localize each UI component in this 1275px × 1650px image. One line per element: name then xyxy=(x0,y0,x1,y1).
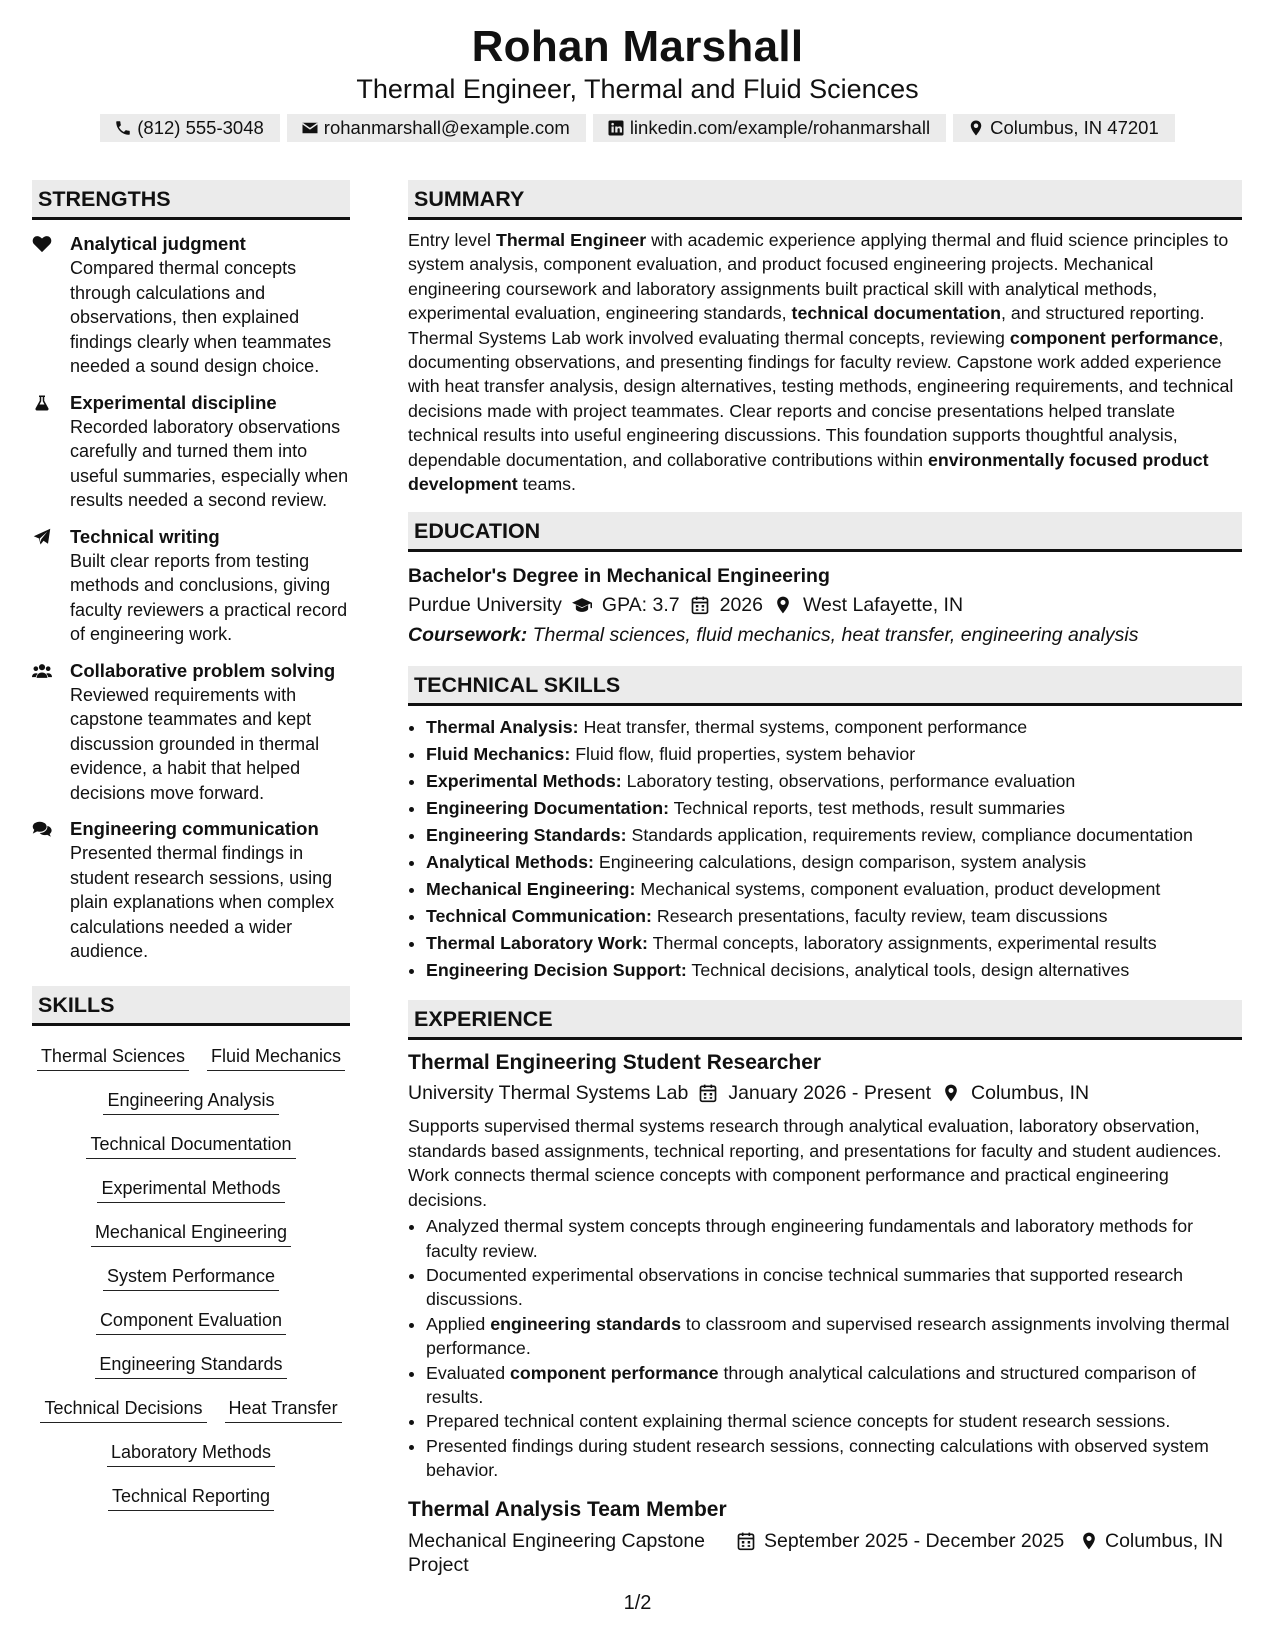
heart-icon xyxy=(32,235,52,253)
flask-icon xyxy=(32,394,52,412)
map-pin-icon xyxy=(941,1083,961,1103)
phone-text: (812) 555-3048 xyxy=(137,117,264,138)
technical-skills-heading: TECHNICAL SKILLS xyxy=(408,666,1242,706)
envelope-icon xyxy=(301,119,319,137)
strength-item xyxy=(32,659,350,806)
strength-item xyxy=(32,817,350,964)
skill-tag: Experimental Methods xyxy=(97,1176,284,1203)
list-item: • Analyzed thermal system concepts through engineering fundamentals and laboratory methods for faculty review. xyxy=(426,1214,1242,1263)
list-item: • Experimental Methods: Laboratory testing, observations, performance evaluation xyxy=(426,768,1242,795)
email-text: rohanmarshall@example.com xyxy=(323,117,570,138)
candidate-title: Thermal Engineer, Thermal and Fluid Sciences xyxy=(356,74,919,104)
list-item: • Thermal Analysis: Heat transfer, thermal systems, component performance xyxy=(426,714,1242,741)
list-item: • Thermal Laboratory Work: Thermal concepts, laboratory assignments, experimental results xyxy=(426,930,1242,957)
job-meta xyxy=(408,1078,1242,1108)
skill-tag: Component Evaluation xyxy=(96,1308,286,1335)
skill-tag: Mechanical Engineering xyxy=(91,1220,291,1247)
education-meta xyxy=(408,590,1242,620)
job-org: Mechanical Engineering Capstone Project xyxy=(408,1529,706,1576)
strengths-heading: STRENGTHS xyxy=(32,180,350,220)
list-item: • Mechanical Engineering: Mechanical systems, component evaluation, product development xyxy=(426,876,1242,903)
job-dates: January 2026 - Present xyxy=(728,1082,932,1105)
list-item: • Documented experimental observations in concise technical summaries that supported research discussions. xyxy=(426,1263,1242,1312)
contact-linkedin[interactable] xyxy=(593,114,946,142)
job-org: University Thermal Systems Lab xyxy=(408,1082,689,1105)
job-meta xyxy=(408,1529,1242,1577)
school-name: Purdue University xyxy=(408,594,562,617)
location-text: Columbus, IN 47201 xyxy=(990,117,1159,138)
graduation-year: 2026 xyxy=(719,594,763,617)
left-column xyxy=(32,180,350,1511)
skill-tag: Laboratory Methods xyxy=(107,1440,275,1467)
strength-title: Experimental discipline xyxy=(70,391,277,413)
job-location: Columbus, IN xyxy=(1105,1529,1224,1552)
list-item: • Fluid Mechanics: Fluid flow, fluid properties, system behavior xyxy=(426,741,1242,768)
strength-title: Engineering communication xyxy=(70,818,319,839)
map-pin-icon xyxy=(773,595,793,615)
graduation-cap-icon xyxy=(572,595,592,615)
strength-item xyxy=(32,525,350,647)
strength-title: Technical writing xyxy=(70,525,220,547)
skill-tag: System Performance xyxy=(103,1264,279,1291)
list-item: • Engineering Documentation: Technical reports, test methods, result summaries xyxy=(426,795,1242,822)
map-pin-icon xyxy=(967,119,985,137)
comments-icon xyxy=(32,820,52,838)
paper-plane-icon xyxy=(32,528,52,546)
linkedin-icon xyxy=(607,119,625,137)
skill-tag: Fluid Mechanics xyxy=(207,1044,345,1071)
users-icon xyxy=(32,662,52,680)
job-title: Thermal Engineering Student Researcher xyxy=(408,1051,822,1075)
list-item: • Evaluated component performance through analytical calculations and structured comparison of results. xyxy=(426,1361,1242,1410)
strength-item xyxy=(32,391,350,513)
strength-title: Analytical judgment xyxy=(70,233,246,254)
job-dates: September 2025 - December 2025 xyxy=(764,1529,1065,1552)
list-item: • Presented findings during student research sessions, connecting calculations with observed system behavior. xyxy=(426,1434,1242,1483)
list-item: • Technical Communication: Research presentations, faculty review, team discussions xyxy=(426,903,1242,930)
gpa-text: GPA: 3.7 xyxy=(601,594,680,617)
list-item: • Prepared technical content explaining thermal science concepts for student research sessions. xyxy=(426,1409,1242,1433)
school-location: West Lafayette, IN xyxy=(802,594,964,617)
summary-heading: SUMMARY xyxy=(408,180,1242,220)
strength-desc: Presented thermal findings in student research sessions, using plain explanations when complex calculations needed a wider audience. xyxy=(70,843,335,961)
calendar-icon xyxy=(690,595,710,615)
skill-tag: Technical Documentation xyxy=(86,1132,295,1159)
candidate-name: Rohan Marshall xyxy=(471,22,804,71)
strength-desc: Reviewed requirements with capstone teammates and kept discussion grounded in thermal evidence, a habit that helped decisions move forward. xyxy=(70,684,320,803)
page-number: 1/2 xyxy=(623,1592,652,1614)
skills-heading: SKILLS xyxy=(32,986,350,1026)
list-item: • Engineering Standards: Standards application, requirements review, compliance documentation xyxy=(426,822,1242,849)
job-description: Supports supervised thermal systems research through analytical evaluation, laboratory observation, standards based assignments, technical reporting, and presentations for faculty and student audiences. Work connects thermal science concepts with component performance and practical engineering decisions. xyxy=(408,1116,1222,1210)
summary-text: Entry level Thermal Engineer with academic experience applying thermal and fluid science principles to system analysis, component evaluation, and product focused engineering projects. Mechanical engineering coursework and laboratory assignments built practical skill with analytical methods, experimental evaluation, engineering standards, technical documentation, and structured reporting. Thermal Systems Lab work involved evaluating thermal concepts, reviewing component performance, documenting observations, and presenting findings for faculty review. Capstone work added experience with heat transfer analysis, design alternatives, testing methods, engineering requirements, and technical decisions made with project teammates. Clear reports and concise presentations helped translate technical results into useful engineering discussions. This foundation supports thoughtful analysis, dependable documentation, and collaborative contributions within environmentally focused product development teams. xyxy=(408,230,1234,495)
degree-title: Bachelor's Degree in Mechanical Engineering xyxy=(408,565,830,588)
technical-skills-list xyxy=(408,714,1242,984)
skills-list xyxy=(32,1026,350,1511)
strength-desc: Recorded laboratory observations carefully and turned them into useful summaries, especially when results needed a second review. xyxy=(70,416,349,510)
list-item: • Engineering Decision Support: Technical decisions, analytical tools, design alternatives xyxy=(426,957,1242,984)
coursework: Coursework: Thermal sciences, fluid mechanics, heat transfer, engineering analysis xyxy=(408,624,1139,647)
strength-item xyxy=(32,232,350,379)
skill-tag: Technical Decisions xyxy=(40,1396,206,1423)
list-item: • Applied engineering standards to classroom and supervised research assignments involving thermal performance. xyxy=(426,1312,1242,1361)
experience-heading: EXPERIENCE xyxy=(408,1000,1242,1040)
calendar-icon xyxy=(736,1531,756,1551)
contact-email[interactable] xyxy=(287,114,586,142)
education-heading: EDUCATION xyxy=(408,512,1242,552)
strength-desc: Compared thermal concepts through calculations and observations, then explained findings clearly when teammates needed a sound design choice. xyxy=(70,258,332,376)
strength-desc: Built clear reports from testing methods and conclusions, giving faculty reviewers a practical record of engineering work. xyxy=(70,550,348,644)
skill-tag: Heat Transfer xyxy=(225,1396,342,1423)
phone-icon xyxy=(114,119,132,137)
strength-title: Collaborative problem solving xyxy=(70,659,336,681)
skill-tag: Technical Reporting xyxy=(108,1484,274,1511)
contact-location xyxy=(953,114,1175,142)
job-title: Thermal Analysis Team Member xyxy=(408,1497,727,1521)
skill-tag: Engineering Standards xyxy=(95,1352,286,1379)
calendar-icon xyxy=(698,1083,718,1103)
right-column xyxy=(408,180,1242,1577)
job-location: Columbus, IN xyxy=(971,1082,1090,1105)
contact-phone[interactable] xyxy=(100,114,280,142)
skill-tag: Engineering Analysis xyxy=(103,1088,278,1115)
linkedin-text: linkedin.com/example/rohanmarshall xyxy=(629,117,931,138)
contact-bar xyxy=(0,114,1275,142)
map-pin-icon xyxy=(1079,1531,1099,1551)
list-item: • Analytical Methods: Engineering calculations, design comparison, system analysis xyxy=(426,849,1242,876)
skill-tag: Thermal Sciences xyxy=(37,1044,189,1071)
job-bullets xyxy=(408,1214,1242,1482)
